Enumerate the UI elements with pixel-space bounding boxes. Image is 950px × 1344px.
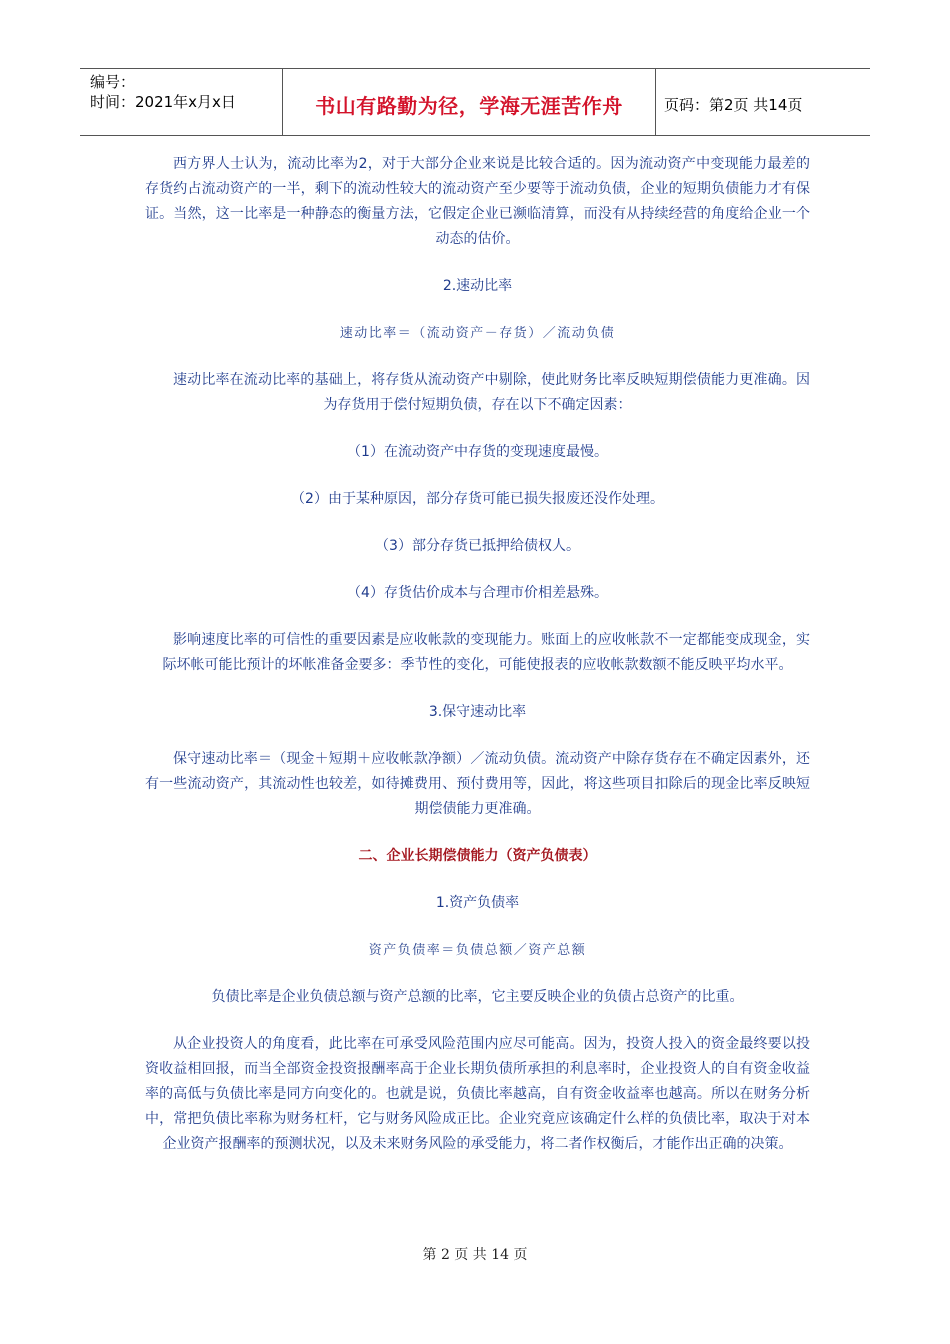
list-item-4: （4）存货估价成本与合理市价相差悬殊。: [347, 585, 608, 601]
paragraph-receivables: 影响速度比率的可信性的重要因素是应收帐款的变现能力。账面上的应收帐款不一定都能变成现金，实际坏帐可能比预计的坏帐准备金要多：季节性的变化，可能使报表的应收帐款数额不能反映平均水平。: [162, 632, 810, 673]
section-heading-long-term: 二、企业长期偿债能力（资产负债表）: [358, 848, 597, 864]
formula-debt-ratio: 资产负债率＝负债总额／资产总额: [368, 943, 587, 958]
header-page-info: 页码：第2页 共14页: [664, 95, 803, 114]
list-item-3: （3）部分存货已抵押给债权人。: [375, 538, 580, 554]
paragraph-current-ratio: 西方界人士认为，流动比率为2，对于大部分企业来说是比较合适的。因为流动资产中变现能力最差的存货约占流动资产的一半，剩下的流动性较大的流动资产至少要等于流动负债，企业的短期负债能力才有保证。当然，这一比率是一种静态的衡量方法，它假定企业已濒临清算，而没有从持续经营的角度给企业一个动态的估价。: [145, 156, 810, 247]
paragraph-debt-ratio-definition: 负债比率是企业负债总额与资产总额的比率，它主要反映企业的负债占总资产的比重。: [211, 989, 744, 1005]
header-motto: 书山有路勤为径，学海无涯苦作舟: [282, 69, 656, 135]
paragraph-investor-view: 从企业投资人的角度看，此比率在可承受风险范围内应尽可能高。因为，投资人投入的资金最终要以投资收益相回报，而当全部资金投资报酬率高于企业长期负债所承担的利息率时，企业投资人的自有资金收益率的高低与负债比率是同方向变化的。也就是说，负债比率越高，自有资金收益率也越高。所以在财务分析中，常把负债比率称为财务杠杆，它与财务风险成正比。企业究竟应该确定什么样的负债比率，取决于对本企业资产报酬率的预测状况，以及未来财务风险的承受能力，将二者作权衡后，才能作出正确的决策。: [145, 1036, 810, 1152]
document-body: [145, 152, 810, 1179]
list-item-1: （1）在流动资产中存货的变现速度最慢。: [347, 444, 608, 460]
page-header: [80, 68, 870, 136]
formula-quick-ratio: 速动比率＝（流动资产－存货）／流动负债: [339, 326, 616, 341]
list-item-2: （2）由于某种原因，部分存货可能已损失报废还没作处理。: [291, 491, 664, 507]
heading-debt-ratio: 1.资产负债率: [435, 895, 520, 911]
serial-label: 编号：: [90, 73, 136, 91]
heading-quick-ratio: 2.速动比率: [442, 278, 513, 294]
paragraph-quick-ratio: 速动比率在流动比率的基础上，将存货从流动资产中剔除，使此财务比率反映短期偿债能力更准确。因为存货用于偿付短期负债，存在以下不确定因素：: [173, 372, 810, 413]
heading-conservative-quick-ratio: 3.保守速动比率: [428, 704, 527, 720]
header-left-cell: [80, 69, 282, 135]
date-label: 时间：2021年x月x日: [90, 93, 236, 111]
page-footer: 第 2 页 共 14 页: [422, 1247, 528, 1263]
paragraph-conservative-quick-ratio: 保守速动比率＝（现金＋短期＋应收帐款净额）／流动负债。流动资产中除存货存在不确定因素外，还有一些流动资产，其流动性也较差，如待摊费用、预付费用等，因此，将这些项目扣除后的现金比率反映短期偿债能力更准确。: [145, 751, 810, 817]
